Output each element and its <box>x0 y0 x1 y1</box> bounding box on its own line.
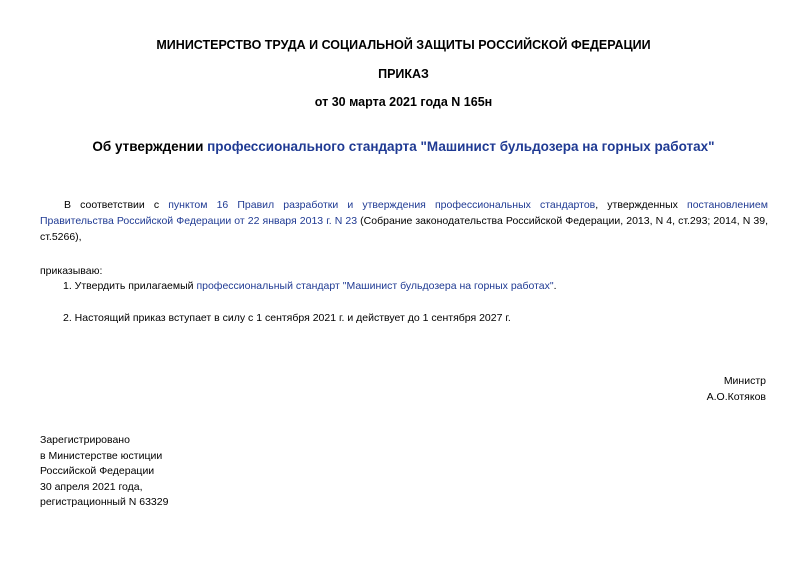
signature-position: Министр <box>723 375 766 387</box>
ministry-heading: МИНИСТЕРСТВО ТРУДА И СОЦИАЛЬНОЙ ЗАЩИТЫ РОССИЙСКОЙ ФЕДЕРАЦИИ <box>156 38 651 52</box>
signature-block <box>707 373 766 405</box>
preamble-text-2: , утвержденных <box>595 199 688 211</box>
registration-line: Зарегистрировано <box>40 434 130 446</box>
preamble-paragraph <box>40 197 768 245</box>
preamble-text-1: В соответствии с <box>64 199 169 211</box>
registration-line: 30 апреля 2021 года, <box>40 480 143 493</box>
document-date-number: от 30 марта 2021 года N 165н <box>314 95 493 109</box>
orders-label: приказываю: <box>40 265 103 277</box>
registration-line: в Министерстве юстиции <box>40 449 163 462</box>
order-item-1-end: . <box>553 280 557 292</box>
rules-point-16-link[interactable]: пунктом 16 Правил разработки и утверждения профессиональных стандартов <box>168 199 596 211</box>
document-title <box>0 139 807 154</box>
professional-standard-link[interactable]: профессиональный стандарт "Машинист бульдозера на горных работах" <box>196 280 554 292</box>
document-type: ПРИКАЗ <box>378 67 429 81</box>
preamble-text-3: (Собрание законодательства Российской Федерации, 2013, N 4, ст.293; 2014, N 39, ст.5266), <box>40 215 769 243</box>
order-item-2: 2. Настоящий приказ вступает в силу с 1 сентября 2021 г. и действует до 1 сентября 2027 г. <box>63 312 511 324</box>
registration-line: регистрационный N 63329 <box>40 496 169 508</box>
order-item-1-text: 1. Утвердить прилагаемый <box>63 280 197 292</box>
title-prefix: Об утверждении <box>92 139 208 154</box>
registration-block <box>40 433 168 511</box>
registration-line: Российской Федерации <box>40 465 155 477</box>
order-item-1 <box>63 278 557 294</box>
title-standard-link[interactable]: профессионального стандарта "Машинист бульдозера на горных работах" <box>207 139 715 154</box>
signature-name: А.О.Котяков <box>706 391 766 403</box>
government-decree-link[interactable]: постановлением Правительства Российской Федерации от 22 января 2013 г. N 23 <box>40 199 768 227</box>
